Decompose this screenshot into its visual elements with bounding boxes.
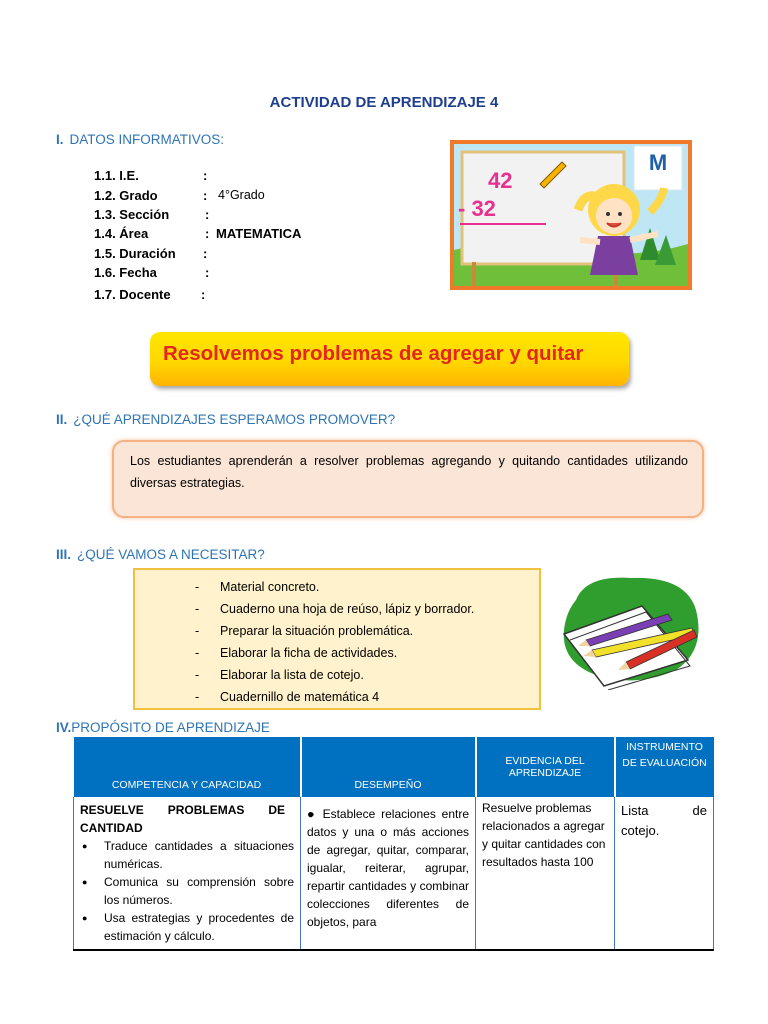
dato-grado: [94, 188, 265, 203]
dato-area: [94, 226, 302, 241]
activity-banner: [150, 332, 629, 386]
section-4-heading: [56, 720, 270, 735]
header-instrumento: INSTRUMENTO DE EVALUACIÓN: [615, 737, 714, 797]
dato-ie: [94, 168, 208, 183]
dato-value: 4°Grado: [218, 188, 265, 202]
cell-desempeno: [301, 797, 476, 950]
header-desempeno: DESEMPEÑO: [301, 737, 476, 797]
dato-label: 1.1. I.E.: [94, 168, 139, 183]
list-item: - Cuaderno una hoja de reúso, lápiz y borrador.: [195, 602, 475, 616]
header-competencia: COMPETENCIA Y CAPACIDAD: [74, 737, 301, 797]
section-title: ¿QUÉ APRENDIZAJES ESPERAMOS PROMOVER?: [73, 412, 396, 427]
whiteboard-illustration: [450, 140, 692, 290]
list-item: - Material concreto.: [195, 580, 320, 594]
table-header-row: [74, 737, 714, 797]
banner-text: Resolvemos problemas de agregar y quitar: [163, 342, 584, 365]
section-number: IV.: [56, 720, 72, 735]
cell-competencia: [74, 797, 301, 950]
pencils-illustration: [556, 570, 706, 690]
section-title: DATOS INFORMATIVOS:: [69, 132, 225, 147]
section-2-heading: [56, 412, 395, 427]
dato-colon: :: [201, 287, 206, 302]
whiteboard-number-2: - 32: [458, 196, 496, 221]
dato-colon: :: [203, 246, 208, 261]
dato-colon: :: [203, 168, 208, 183]
list-item: - Elaborar la ficha de actividades.: [195, 646, 398, 660]
dato-fecha: [94, 265, 210, 280]
list-item: ● Traduce cantidades a situaciones numéricas.: [80, 837, 294, 873]
table-row: [74, 797, 714, 950]
materials-list: [195, 576, 474, 708]
competencia-line1: RESUELVE PROBLEMAS DE: [80, 803, 285, 817]
section-1-heading: [56, 132, 224, 147]
materials-box: [133, 568, 541, 710]
dato-colon: :: [205, 265, 210, 280]
dato-label: 1.7. Docente: [94, 287, 171, 302]
list-item: - Cuadernillo de matemática 4: [195, 690, 380, 704]
dato-colon: :: [205, 226, 210, 241]
list-item: ● Usa estrategias y procedentes de estimación y cálculo.: [80, 909, 294, 945]
dato-docente: [94, 287, 206, 302]
dato-label: 1.4. Área: [94, 226, 149, 241]
dato-label: 1.3. Sección: [94, 207, 170, 222]
section-number: I.: [56, 132, 64, 147]
page-title: ACTIVIDAD DE APRENDIZAJE 4: [269, 94, 499, 111]
dato-label: 1.6. Fecha: [94, 265, 157, 280]
list-item: - Elaborar la lista de cotejo.: [195, 668, 364, 682]
dato-value: MATEMATICA: [216, 226, 302, 241]
desempeno-list: [307, 805, 469, 931]
cell-evidencia: Resuelve problemas relacionados a agregar y quitar cantidades con resultados hasta 100: [476, 797, 615, 950]
whiteboard-number-1: 42: [488, 168, 513, 193]
list-item: ● Comunica su comprensión sobre los números.: [80, 873, 294, 909]
dato-colon: :: [203, 188, 208, 203]
section-title: PROPÓSITO DE APRENDIZAJE: [71, 720, 270, 735]
dato-label: 1.2. Grado: [94, 188, 158, 203]
learning-goal-box: [112, 440, 704, 518]
capacidades-list: [80, 837, 294, 945]
list-item: ● ● Establece relaciones entre datos y una o más acciones de agregar, quitar, comparar, igualar, reiterar, agrupar, repartir cantidades y combinar colecciones diferentes de objetos, para: [307, 805, 469, 931]
dato-label: 1.5. Duración: [94, 246, 176, 261]
header-evidencia: EVIDENCIA DEL APRENDIZAJE: [476, 737, 615, 797]
section-number: III.: [56, 547, 72, 562]
learning-goal-text: Los estudiantes aprenderán a resolver problemas agregando y quitando cantidades utilizando diversas estrategias.: [130, 454, 688, 490]
dato-duracion: [94, 246, 208, 261]
purpose-table: [73, 737, 714, 951]
list-item: - Preparar la situación problemática.: [195, 624, 414, 638]
cell-instrumento: Lista de cotejo.: [615, 797, 714, 950]
section-title: ¿QUÉ VAMOS A NECESITAR?: [77, 547, 265, 562]
dato-seccion: [94, 207, 210, 222]
competencia-line2: CANTIDAD: [80, 821, 143, 835]
section-number: II.: [56, 412, 68, 427]
logo-letter: M: [648, 150, 668, 175]
section-3-heading: [56, 547, 265, 562]
dato-colon: :: [205, 207, 210, 222]
